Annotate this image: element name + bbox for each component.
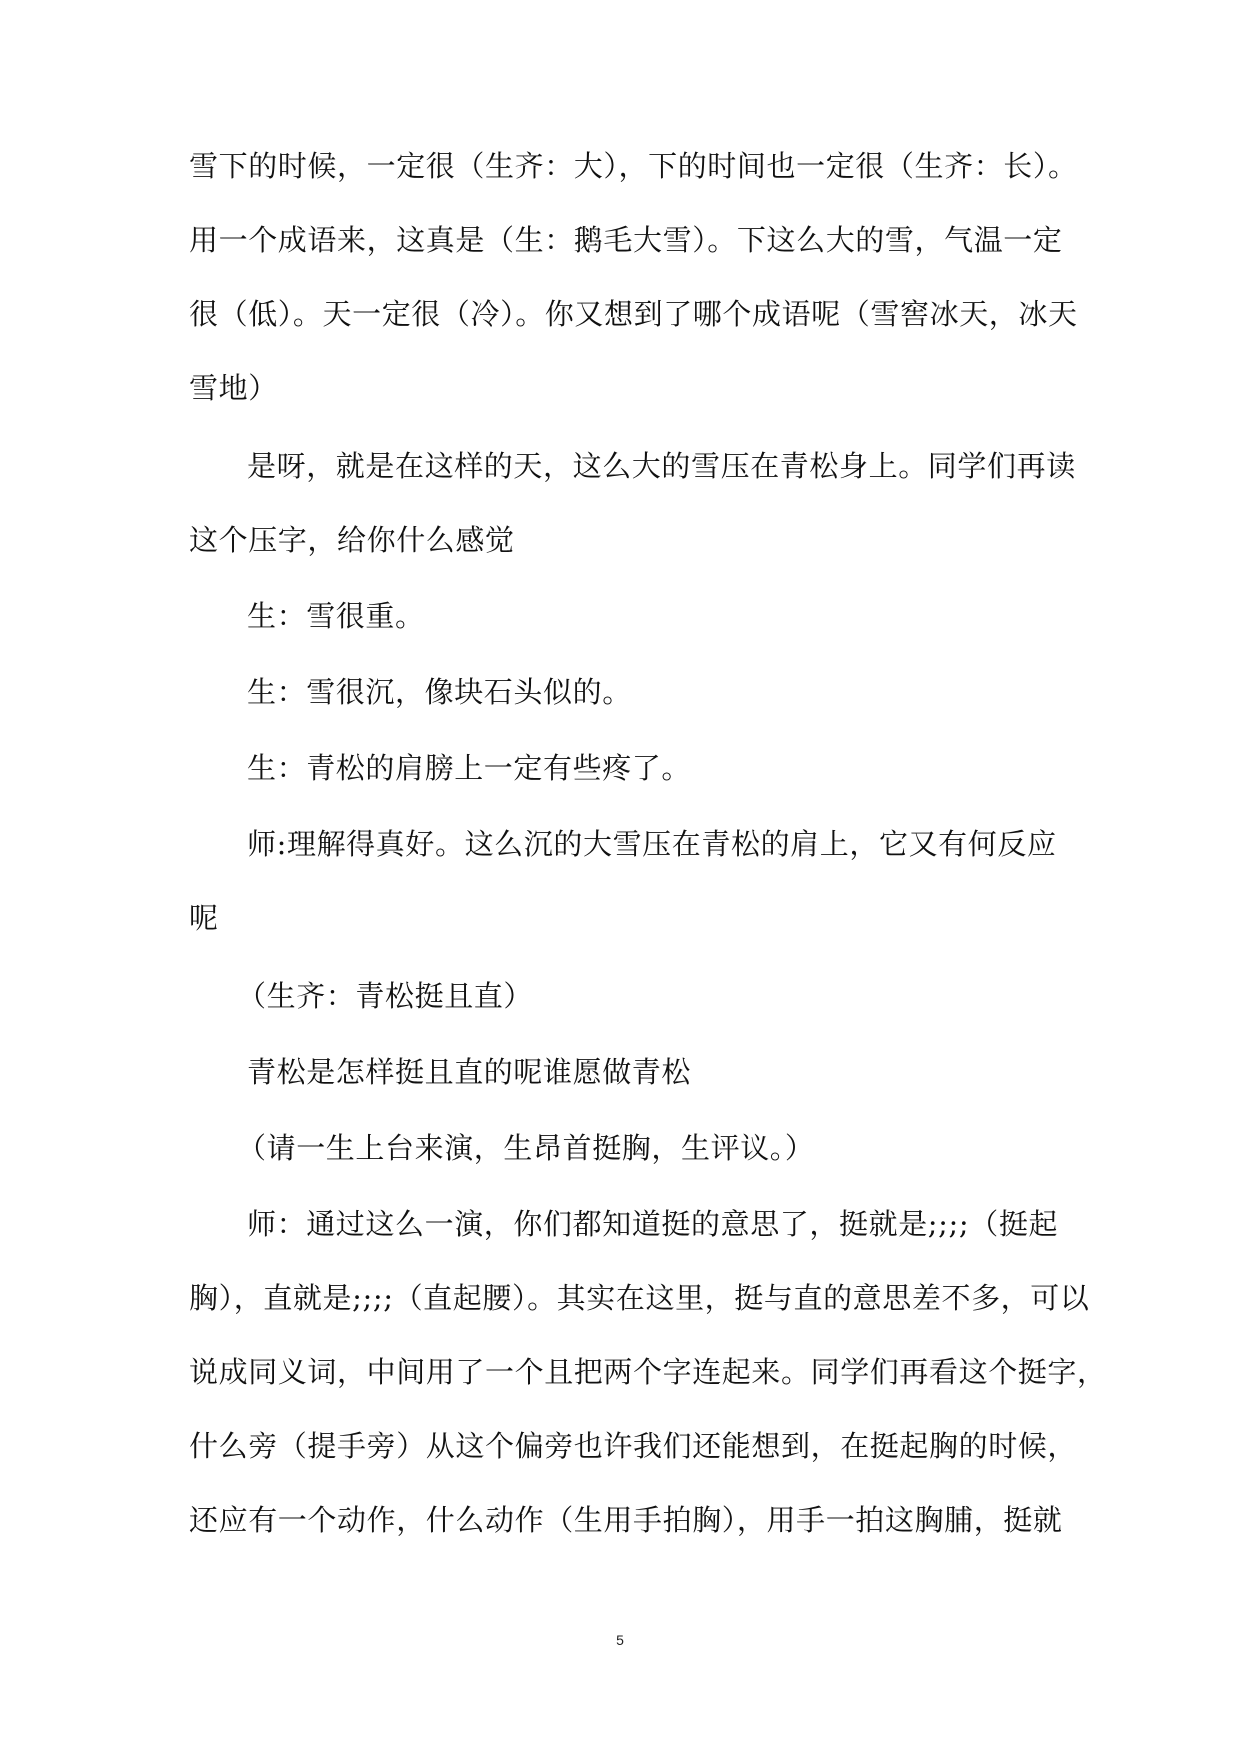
text-line-16: 胸），直就是;;;;（直起腰）。其实在这里，挺与直的意思差不多，可以 — [189, 1281, 1090, 1315]
student-response-3: 生：青松的肩膀上一定有些疼了。 — [247, 751, 692, 785]
text-line-18: 什么旁（提手旁）从这个偏旁也许我们还能想到，在挺起胸的时候， — [189, 1429, 1078, 1463]
text-line-3: 很（低）。天一定很（冷）。你又想到了哪个成语呢（雪窖冰天，冰天 — [189, 297, 1078, 331]
teacher-line-1: 师:理解得真好。这么沉的大雪压在青松的肩上，它又有何反应 — [247, 827, 1057, 861]
page-number: 5 — [616, 1632, 624, 1648]
text-line-17: 说成同义词，中间用了一个且把两个字连起来。同学们再看这个挺字， — [189, 1355, 1107, 1389]
text-line-5: 是呀，就是在这样的天，这么大的雪压在青松身上。同学们再读 — [247, 449, 1076, 483]
text-line-1: 雪下的时候，一定很（生齐：大），下的时间也一定很（生齐：长）。 — [189, 149, 1078, 183]
teacher-line-2: 呢 — [189, 901, 219, 935]
student-response-1: 生：雪很重。 — [247, 599, 425, 633]
text-line-6: 这个压字，给你什么感觉 — [189, 523, 515, 557]
text-line-13: 青松是怎样挺且直的呢谁愿做青松 — [247, 1055, 692, 1089]
teacher-line-3: 师：通过这么一演，你们都知道挺的意思了，挺就是;;;;（挺起 — [247, 1207, 1059, 1241]
student-response-2: 生：雪很沉，像块石头似的。 — [247, 675, 632, 709]
text-line-2: 用一个成语来，这真是（生：鹅毛大雪）。下这么大的雪，气温一定 — [189, 223, 1063, 257]
student-chorus: （生齐：青松挺且直） — [237, 979, 534, 1013]
stage-direction: （请一生上台来演，生昂首挺胸，生评议。） — [237, 1131, 815, 1165]
text-line-19: 还应有一个动作，什么动作（生用手拍胸），用手一拍这胸脯，挺就 — [189, 1503, 1063, 1537]
text-line-4: 雪地） — [189, 371, 278, 405]
